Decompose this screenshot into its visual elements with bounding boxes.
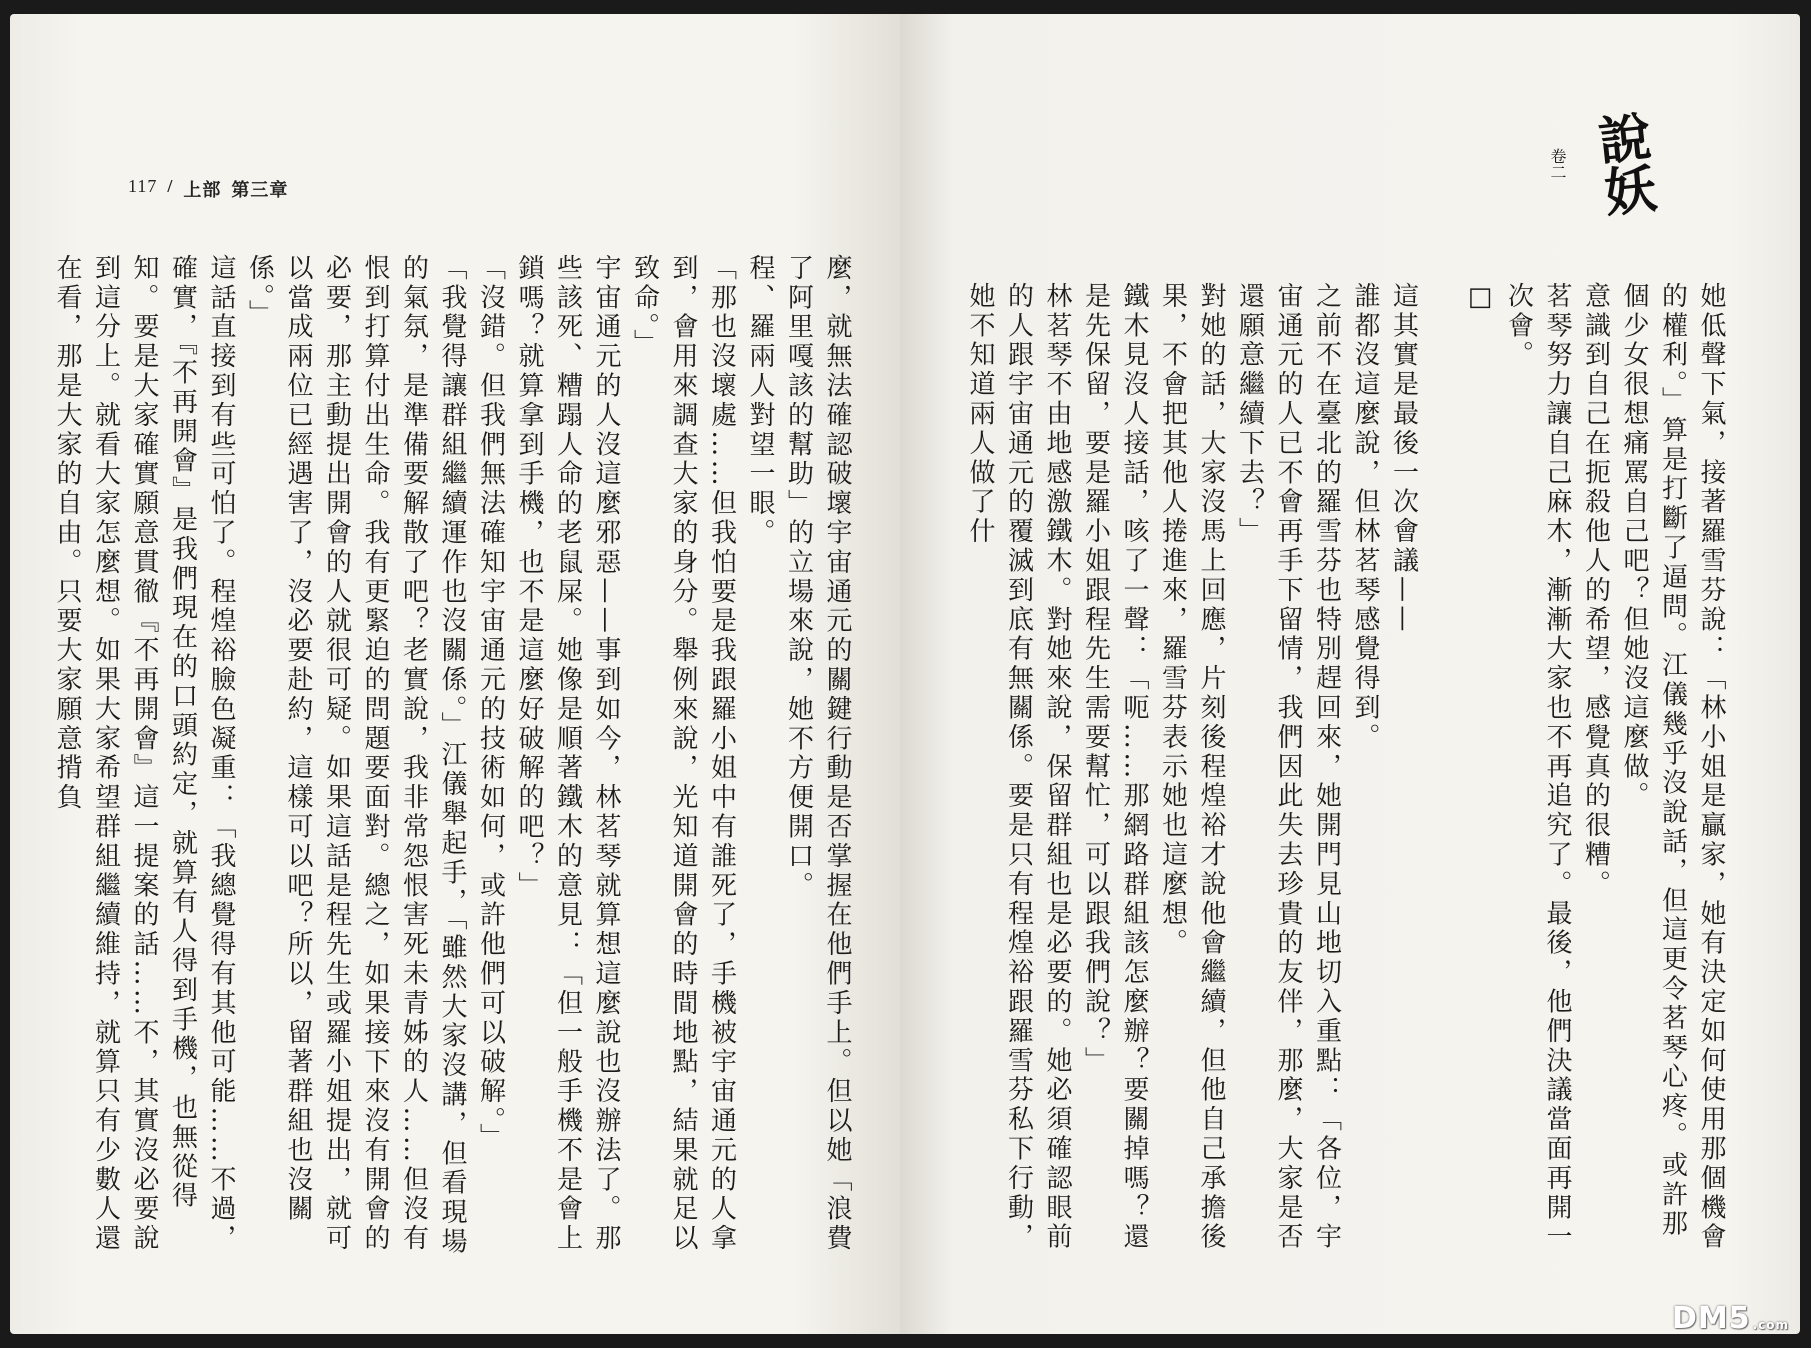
right-page-body (965, 282, 1730, 1262)
header-separator: / (167, 176, 174, 196)
paragraph: 宇宙通元的人沒這麼邪惡——事到如今，林茗琴就算想這麼說也沒辦法了。那些該死、糟蹋人命的老鼠屎。她像是順著鐵木的意見：「但一般手機不是會上鎖嗎？就算拿到手機，也不是這麼好破解的吧？」 (514, 254, 621, 1254)
header-part: 上部 (183, 180, 222, 200)
paragraph: 「我覺得讓群組繼續運作也沒關係。」江儀舉起手，「雖然大家沒講，但看現場的氣氛，是準備要解散了吧？老實說，我非常怨恨害死未青姊的人……但沒有恨到打算付出生命。我有更緊迫的問題要面對。總之，如果接下來沒有開會的必要，那主動提出開會的人就很可疑。如果這話是程先生或羅小姐提出，就可以當成兩位已經遇害了，沒必要赴約，這樣可以吧？所以，留著群組也沒關係。」 (244, 254, 467, 1257)
right-page (900, 14, 1800, 1334)
paragraph: 誰都沒這麼說，但林茗琴感覺得到。 (1350, 282, 1380, 753)
paragraph: 「那也沒壞處……但我怕要是我跟羅小姐中有誰死了，手機被宇宙通元的人拿到，會用來調查大家的身分。舉例來說，光知道開會的時間地點，結果就足以致命。」 (629, 254, 737, 1254)
site-watermark (1672, 1301, 1789, 1336)
paragraph: 麼，就無法確認破壞宇宙通元的關鍵行動是否掌握在他們手上。但以她「浪費了阿里嘎該的幫助」的立場來說，她不方便開口。 (783, 254, 852, 1254)
series-logo (1548, 109, 1659, 232)
paragraph: 之前不在臺北的羅雪芬也特別趕回來，她開門見山地切入重點：「各位，宇宙通元的人已不會再手下留情，我們因此失去珍貴的友伴，那麼，大家是否還願意繼續下去？」 (1234, 282, 1342, 1253)
paragraph: 程、羅兩人對望一眼。 (745, 254, 775, 548)
paragraph: 茗琴努力讓自己麻木，漸漸大家也不再追究了。最後，他們決議當面再開一次會。 (1503, 282, 1572, 1253)
watermark-suffix: .com (1752, 1318, 1789, 1332)
paragraph: 意識到自己在扼殺他人的希望，感覺真的很糟。 (1580, 282, 1611, 900)
paragraph: 對她的話，大家沒馬上回應，片刻後程煌裕才說他會繼續，但他自己承擔後果，不會把其他人捲進來，羅雪芬表示她也這麼想。 (1157, 282, 1226, 1253)
paragraph: 鐵木見沒人接話，咳了一聲：「呃……那網路群組該怎麼辦？要關掉嗎？還是先保留，要是羅小姐跟程先生需要幫忙，可以跟我們說？」 (1080, 282, 1149, 1253)
paragraph: 這其實是最後一次會議—— (1388, 282, 1419, 635)
section-break-mark: □ (1465, 282, 1495, 316)
logo-subtitle: 卷二 (1548, 148, 1567, 180)
paragraph: 林茗琴不由地感激鐵木。對她來說，保留群組也是必要的。她必須確認眼前的人跟宇宙通元的覆滅到底有無關係。要是只有程煌裕跟羅雪芬私下行動，她不知道兩人做了什 (965, 282, 1072, 1253)
left-page (10, 14, 900, 1334)
watermark-text: DM5 (1671, 1301, 1751, 1336)
paragraph: 她低聲下氣，接著羅雪芬說：「林小姐是贏家，她有決定如何使用那個機會的權利。」算是打斷了逼問。江儀幾乎沒說話，但這更令茗琴心疼。或許那個少女很想痛罵自己吧？但她沒這麼做。 (1619, 282, 1726, 1253)
page-number: 117 (128, 176, 158, 196)
left-page-body (52, 254, 856, 1264)
logo-title: 說妖 (1586, 109, 1659, 219)
header-chapter: 第三章 (231, 180, 289, 200)
paragraph: 「沒錯。但我們無法確知宇宙通元的技術如何，或許他們可以破解。」 (475, 254, 506, 1153)
paragraph: 這話直接到有些可怕了。程煌裕臉色凝重：「我總覺得有其他可能……不過，確實，『不再開會』是我們現在的口頭約定，就算有人得到手機，也無從得知。要是大家確實願意貫徹『不再開會』這一提案的話……不，其實沒必要說到這分上。就看大家怎麼想。如果大家希望群組繼續維持，就算只有少數人還在看，那是大家的自由。只要大家願意揹負 (52, 254, 236, 1254)
page-header (128, 176, 288, 202)
